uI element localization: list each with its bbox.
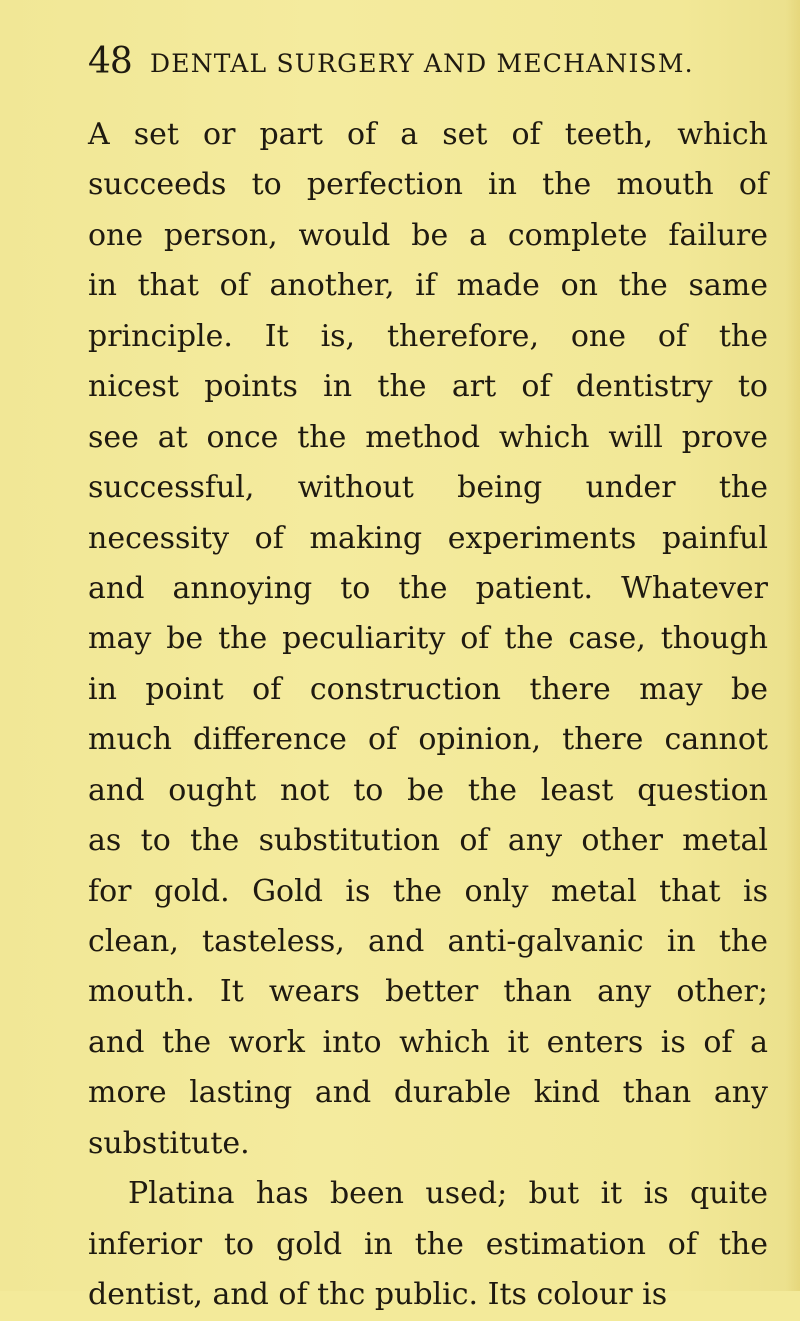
text-line: much difference of opinion, there cannot bbox=[88, 722, 768, 758]
page-edge-shadow bbox=[786, 0, 800, 1291]
text-line: and ought not to be the least question bbox=[88, 772, 768, 808]
text-line: principle. It is, therefore, one of the bbox=[88, 318, 768, 354]
text-line: successful, without being under the bbox=[88, 470, 768, 506]
text-line: may be the peculiarity of the case, though bbox=[88, 621, 768, 657]
text-line: succeeds to perfection in the mouth of bbox=[88, 167, 768, 203]
running-header bbox=[88, 36, 768, 88]
text-line: inferior to gold in the estimation of the bbox=[88, 1226, 768, 1262]
text-line: dentist, and of thc public. Its colour is bbox=[88, 1277, 668, 1313]
text-line: in point of construction there may be bbox=[88, 671, 768, 707]
page-number: 48 bbox=[88, 41, 132, 82]
text-line: mouth. It wears better than any other; bbox=[88, 974, 768, 1010]
text-line: and the work into which it enters is of a bbox=[88, 1024, 768, 1060]
text-line: as to the substitution of any other metal bbox=[88, 823, 768, 859]
text-line: necessity of making experiments painful bbox=[88, 520, 768, 556]
running-title: DENTAL SURGERY AND MECHANISM. bbox=[150, 49, 694, 78]
paragraph-end-line: substitute. bbox=[88, 1125, 250, 1161]
text-line: nicest points in the art of dentistry to bbox=[88, 369, 768, 405]
text-line: in that of another, if made on the same bbox=[88, 268, 768, 304]
text-line: clean, tasteless, and anti-galvanic in the bbox=[88, 924, 768, 959]
body-text bbox=[88, 110, 768, 1321]
text-line: one person, would be a complete failure bbox=[88, 217, 768, 253]
paragraph-start-line: Platina has been used; but it is quite bbox=[128, 1176, 768, 1212]
text-line: for gold. Gold is the only metal that is bbox=[88, 873, 768, 909]
text-line: see at once the method which will prove bbox=[88, 419, 768, 455]
text-line: A set or part of a set of teeth, which bbox=[88, 117, 768, 152]
text-line: more lasting and durable kind than any bbox=[88, 1075, 768, 1111]
text-line: and annoying to the patient. Whatever bbox=[88, 570, 768, 606]
